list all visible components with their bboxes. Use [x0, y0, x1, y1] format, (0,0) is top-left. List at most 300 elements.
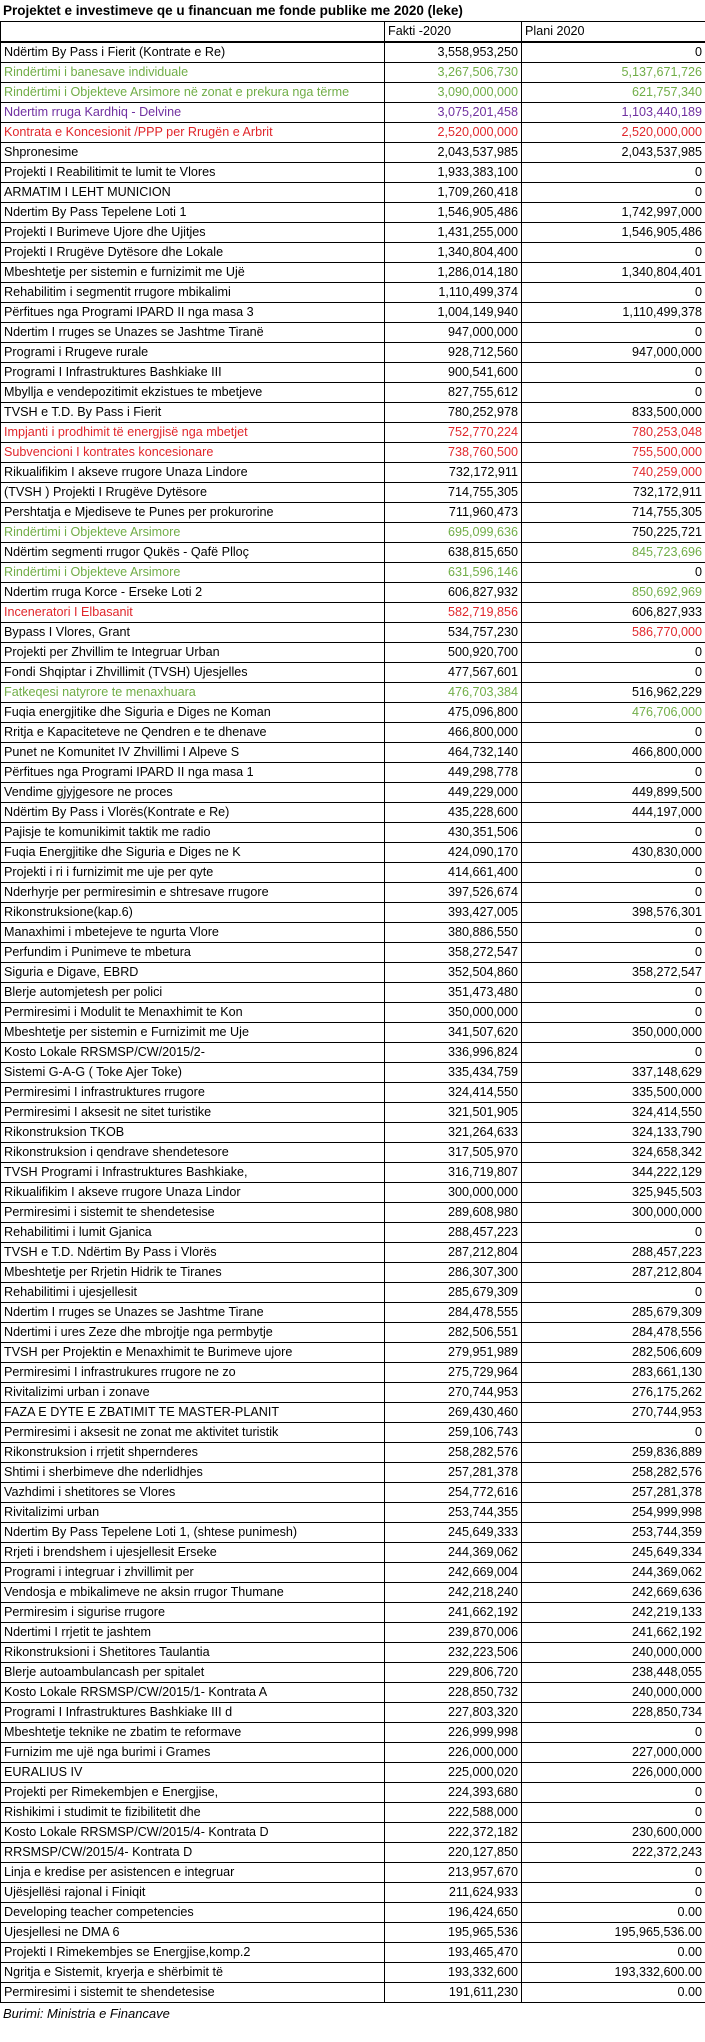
table-row — [1, 823, 705, 843]
fakti-value-cell: 193,465,470 — [385, 1943, 522, 1963]
fakti-value-cell: 195,965,536 — [385, 1923, 522, 1943]
table-row — [1, 1263, 705, 1283]
project-name-cell: Rikonstruksion TKOB — [1, 1123, 385, 1143]
table-row — [1, 563, 705, 583]
table-row — [1, 1903, 705, 1923]
project-name-cell: (TVSH ) Projekti I Rrugëve Dytësore — [1, 483, 385, 503]
plani-value-cell: 0 — [522, 663, 705, 683]
project-name-cell: Mbeshtetje teknike ne zbatim te reformave — [1, 1723, 385, 1743]
table-row — [1, 623, 705, 643]
fakti-value-cell: 220,127,850 — [385, 1843, 522, 1863]
project-name-cell: Rikualifikim I akseve rrugore Unaza Lindor — [1, 1183, 385, 1203]
table-row — [1, 103, 705, 123]
fakti-value-cell: 229,806,720 — [385, 1663, 522, 1683]
fakti-value-cell: 270,744,953 — [385, 1383, 522, 1403]
table-row — [1, 703, 705, 723]
plani-value-cell: 227,000,000 — [522, 1743, 705, 1763]
plani-value-cell: 254,999,998 — [522, 1503, 705, 1523]
project-name-cell: Rikualifikim I akseve rrugore Unaza Lindore — [1, 463, 385, 483]
fakti-value-cell: 1,004,149,940 — [385, 303, 522, 323]
plani-value-cell: 0 — [522, 163, 705, 183]
plani-value-cell: 0 — [522, 183, 705, 203]
table-row — [1, 1463, 705, 1483]
fakti-value-cell: 317,505,970 — [385, 1143, 522, 1163]
project-name-cell: Rehabilitimi i lumit Gjanica — [1, 1223, 385, 1243]
fakti-value-cell: 316,719,807 — [385, 1163, 522, 1183]
project-name-cell: TVSH e T.D. By Pass i Fierit — [1, 403, 385, 423]
fakti-value-cell: 1,431,255,000 — [385, 223, 522, 243]
table-row — [1, 843, 705, 863]
fakti-value-cell: 351,473,480 — [385, 983, 522, 1003]
project-name-cell: RRSMSP/CW/2015/4- Kontrata D — [1, 1843, 385, 1863]
fakti-value-cell: 245,649,333 — [385, 1523, 522, 1543]
table-row — [1, 243, 705, 263]
project-name-cell: Ndertim By Pass Tepelene Loti 1 — [1, 203, 385, 223]
table-row — [1, 1563, 705, 1583]
header-project — [1, 22, 385, 43]
table-row — [1, 1663, 705, 1683]
table-row — [1, 123, 705, 143]
plani-value-cell: 283,661,130 — [522, 1363, 705, 1383]
plani-value-cell: 324,414,550 — [522, 1103, 705, 1123]
table-row — [1, 1843, 705, 1863]
fakti-value-cell: 3,558,953,250 — [385, 42, 522, 63]
table-row — [1, 183, 705, 203]
table-row — [1, 803, 705, 823]
fakti-value-cell: 321,264,633 — [385, 1123, 522, 1143]
table-row — [1, 323, 705, 343]
plani-value-cell: 195,965,536.00 — [522, 1923, 705, 1943]
project-name-cell: Mbyllja e vendepozitimit ekzistues te mbetjeve — [1, 383, 385, 403]
table-row — [1, 83, 705, 103]
plani-value-cell: 833,500,000 — [522, 403, 705, 423]
project-name-cell: Shtimi i sherbimeve dhe nderlidhjes — [1, 1463, 385, 1483]
fakti-value-cell: 449,229,000 — [385, 783, 522, 803]
fakti-value-cell: 1,110,499,374 — [385, 283, 522, 303]
fakti-value-cell: 196,424,650 — [385, 1903, 522, 1923]
table-row — [1, 1303, 705, 1323]
plani-value-cell: 257,281,378 — [522, 1483, 705, 1503]
plani-value-cell: 287,212,804 — [522, 1263, 705, 1283]
project-name-cell: Fondi Shqiptar i Zhvillimit (TVSH) Ujesjelles — [1, 663, 385, 683]
plani-value-cell: 270,744,953 — [522, 1403, 705, 1423]
project-name-cell: Fuqia energjitike dhe Siguria e Diges ne Koman — [1, 703, 385, 723]
table-row — [1, 783, 705, 803]
plani-value-cell: 324,658,342 — [522, 1143, 705, 1163]
fakti-value-cell: 241,662,192 — [385, 1603, 522, 1623]
project-name-cell: TVSH Programi i Infrastruktures Bashkiake, — [1, 1163, 385, 1183]
project-name-cell: Rindërtimi i Objekteve Arsimore — [1, 563, 385, 583]
project-name-cell: TVSH e T.D. Ndërtim By Pass i Vlorës — [1, 1243, 385, 1263]
plani-value-cell: 430,830,000 — [522, 843, 705, 863]
plani-value-cell: 335,500,000 — [522, 1083, 705, 1103]
project-name-cell: Pershtatja e Mjediseve te Punes per prokurorine — [1, 503, 385, 523]
project-name-cell: Mbeshtetje per sistemin e furnizimit me Ujë — [1, 263, 385, 283]
table-row — [1, 1243, 705, 1263]
plani-value-cell: 0 — [522, 1283, 705, 1303]
plani-value-cell: 258,282,576 — [522, 1463, 705, 1483]
plani-value-cell: 780,253,048 — [522, 423, 705, 443]
plani-value-cell: 288,457,223 — [522, 1243, 705, 1263]
plani-value-cell: 245,649,334 — [522, 1543, 705, 1563]
table-row — [1, 63, 705, 83]
fakti-value-cell: 714,755,305 — [385, 483, 522, 503]
plani-value-cell: 222,372,243 — [522, 1843, 705, 1863]
plani-value-cell: 586,770,000 — [522, 623, 705, 643]
table-row — [1, 763, 705, 783]
plani-value-cell: 300,000,000 — [522, 1203, 705, 1223]
plani-value-cell: 350,000,000 — [522, 1023, 705, 1043]
table-row — [1, 743, 705, 763]
plani-value-cell: 755,500,000 — [522, 443, 705, 463]
project-name-cell: Siguria e Digave, EBRD — [1, 963, 385, 983]
plani-value-cell: 242,669,636 — [522, 1583, 705, 1603]
table-body — [1, 42, 705, 2003]
plani-value-cell: 0 — [522, 823, 705, 843]
project-name-cell: Projekti I Rrugëve Dytësore dhe Lokale — [1, 243, 385, 263]
header-fakti: Fakti -2020 — [385, 22, 522, 43]
fakti-value-cell: 738,760,500 — [385, 443, 522, 463]
project-name-cell: Permiresim i sigurise rrugore — [1, 1603, 385, 1623]
fakti-value-cell: 258,282,576 — [385, 1443, 522, 1463]
project-name-cell: Mbeshtetje per sistemin e Furnizimit me Uje — [1, 1023, 385, 1043]
fakti-value-cell: 341,507,620 — [385, 1023, 522, 1043]
project-name-cell: Projekti I Rimekembjes se Energjise,komp.2 — [1, 1943, 385, 1963]
plani-value-cell: 240,000,000 — [522, 1683, 705, 1703]
fakti-value-cell: 477,567,601 — [385, 663, 522, 683]
table-row — [1, 1583, 705, 1603]
table-row — [1, 1623, 705, 1643]
table-row — [1, 1963, 705, 1983]
project-name-cell: Rikonstruksion i rrjetit shpernderes — [1, 1443, 385, 1463]
project-name-cell: Bypass I Vlores, Grant — [1, 623, 385, 643]
fakti-value-cell: 1,286,014,180 — [385, 263, 522, 283]
fakti-value-cell: 287,212,804 — [385, 1243, 522, 1263]
plani-value-cell: 850,692,969 — [522, 583, 705, 603]
table-row — [1, 503, 705, 523]
table-row — [1, 1603, 705, 1623]
plani-value-cell: 358,272,547 — [522, 963, 705, 983]
project-name-cell: Vazhdimi i shetitores se Vlores — [1, 1483, 385, 1503]
table-title: Projektet e investimeve qe u financuan me fonde publike me 2020 (leke) — [3, 3, 463, 18]
plani-value-cell: 750,225,721 — [522, 523, 705, 543]
plani-value-cell: 0 — [522, 1423, 705, 1443]
plani-value-cell: 2,520,000,000 — [522, 123, 705, 143]
table-row — [1, 943, 705, 963]
project-name-cell: Përfitues nga Programi IPARD II nga masa 3 — [1, 303, 385, 323]
project-name-cell: ARMATIM I LEHT MUNICION — [1, 183, 385, 203]
fakti-value-cell: 500,920,700 — [385, 643, 522, 663]
fakti-value-cell: 227,803,320 — [385, 1703, 522, 1723]
table-row — [1, 1183, 705, 1203]
fakti-value-cell: 279,951,989 — [385, 1343, 522, 1363]
table-row — [1, 1783, 705, 1803]
project-name-cell: Ndërtim segmenti rrugor Qukës - Qafë Plloç — [1, 543, 385, 563]
plani-value-cell: 449,899,500 — [522, 783, 705, 803]
table-row — [1, 1643, 705, 1663]
fakti-value-cell: 222,372,182 — [385, 1823, 522, 1843]
source-note: Burimi: Ministria e Financave — [3, 2006, 170, 2021]
plani-value-cell: 230,600,000 — [522, 1823, 705, 1843]
project-name-cell: Ndertim I rruges se Unazes se Jashtme Tiranë — [1, 323, 385, 343]
table-row — [1, 42, 705, 63]
project-name-cell: Projekti I Reabilitimit te lumit te Vlores — [1, 163, 385, 183]
project-name-cell: Ndertimi i ures Zeze dhe mbrojtje nga permbytje — [1, 1323, 385, 1343]
project-name-cell: Rehabilitimi i ujesjellesit — [1, 1283, 385, 1303]
table-row — [1, 423, 705, 443]
table-row — [1, 1103, 705, 1123]
table-row — [1, 643, 705, 663]
plani-value-cell: 0 — [522, 1003, 705, 1023]
table-row — [1, 1343, 705, 1363]
fakti-value-cell: 239,870,006 — [385, 1623, 522, 1643]
project-name-cell: Permiresimi I infrastruktures rrugore — [1, 1083, 385, 1103]
fakti-value-cell: 225,000,020 — [385, 1763, 522, 1783]
fakti-value-cell: 466,800,000 — [385, 723, 522, 743]
plani-value-cell: 324,133,790 — [522, 1123, 705, 1143]
table-row — [1, 1403, 705, 1423]
plani-value-cell: 0 — [522, 983, 705, 1003]
project-name-cell: Rivitalizimi urban — [1, 1503, 385, 1523]
plani-value-cell: 1,340,804,401 — [522, 263, 705, 283]
table-row — [1, 1003, 705, 1023]
project-name-cell: Subvencioni I kontrates koncesionare — [1, 443, 385, 463]
fakti-value-cell: 2,520,000,000 — [385, 123, 522, 143]
plani-value-cell: 325,945,503 — [522, 1183, 705, 1203]
plani-value-cell: 714,755,305 — [522, 503, 705, 523]
table-row — [1, 163, 705, 183]
fakti-value-cell: 335,434,759 — [385, 1063, 522, 1083]
fakti-value-cell: 358,272,547 — [385, 943, 522, 963]
table-row — [1, 1363, 705, 1383]
fakti-value-cell: 414,661,400 — [385, 863, 522, 883]
table-row — [1, 1703, 705, 1723]
project-name-cell: Fuqia Energjitike dhe Siguria e Diges ne K — [1, 843, 385, 863]
project-name-cell: Permiresimi i sistemit te shendetesise — [1, 1983, 385, 2003]
plani-value-cell: 1,546,905,486 — [522, 223, 705, 243]
table-row — [1, 443, 705, 463]
plani-value-cell: 193,332,600.00 — [522, 1963, 705, 1983]
fakti-value-cell: 244,369,062 — [385, 1543, 522, 1563]
fakti-value-cell: 424,090,170 — [385, 843, 522, 863]
plani-value-cell: 444,197,000 — [522, 803, 705, 823]
table-row — [1, 1123, 705, 1143]
table-row — [1, 1063, 705, 1083]
table-row — [1, 143, 705, 163]
fakti-value-cell: 253,744,355 — [385, 1503, 522, 1523]
table-row — [1, 1683, 705, 1703]
fakti-value-cell: 695,099,636 — [385, 523, 522, 543]
plani-value-cell: 282,506,609 — [522, 1343, 705, 1363]
project-name-cell: Permiresimi I aksesit ne sitet turistike — [1, 1103, 385, 1123]
table-row — [1, 1143, 705, 1163]
fakti-value-cell: 352,504,860 — [385, 963, 522, 983]
fakti-value-cell: 228,850,732 — [385, 1683, 522, 1703]
table-row — [1, 1443, 705, 1463]
investment-table — [0, 21, 705, 2003]
table-row — [1, 1983, 705, 2003]
plani-value-cell: 947,000,000 — [522, 343, 705, 363]
plani-value-cell: 0 — [522, 42, 705, 63]
plani-value-cell: 1,742,997,000 — [522, 203, 705, 223]
plani-value-cell: 5,137,671,726 — [522, 63, 705, 83]
plani-value-cell: 0 — [522, 1043, 705, 1063]
plani-value-cell: 241,662,192 — [522, 1623, 705, 1643]
table-row — [1, 1823, 705, 1843]
project-name-cell: Kosto Lokale RRSMSP/CW/2015/1- Kontrata A — [1, 1683, 385, 1703]
project-name-cell: Projekti per Zhvillim te Integruar Urban — [1, 643, 385, 663]
project-name-cell: Permiresimi i Modulit te Menaxhimit te Kon — [1, 1003, 385, 1023]
plani-value-cell: 845,723,696 — [522, 543, 705, 563]
table-row — [1, 663, 705, 683]
fakti-value-cell: 449,298,778 — [385, 763, 522, 783]
fakti-value-cell: 3,075,201,458 — [385, 103, 522, 123]
project-name-cell: Ngritja e Sistemit, kryerja e shërbimit të — [1, 1963, 385, 1983]
fakti-value-cell: 211,624,933 — [385, 1883, 522, 1903]
fakti-value-cell: 193,332,600 — [385, 1963, 522, 1983]
table-row — [1, 1043, 705, 1063]
table-row — [1, 1023, 705, 1043]
table-row — [1, 1763, 705, 1783]
project-name-cell: Furnizim me ujë nga burimi i Grames — [1, 1743, 385, 1763]
plani-value-cell: 284,478,556 — [522, 1323, 705, 1343]
table-row — [1, 543, 705, 563]
plani-value-cell: 2,043,537,985 — [522, 143, 705, 163]
project-name-cell: Manaxhimi i mbetejeve te ngurta Vlore — [1, 923, 385, 943]
table-row — [1, 603, 705, 623]
plani-value-cell: 398,576,301 — [522, 903, 705, 923]
plani-value-cell: 0 — [522, 883, 705, 903]
project-name-cell: Ujësjellësi rajonal i Finiqit — [1, 1883, 385, 1903]
project-name-cell: Ujesjellesi ne DMA 6 — [1, 1923, 385, 1943]
fakti-value-cell: 213,957,670 — [385, 1863, 522, 1883]
plani-value-cell: 242,219,133 — [522, 1603, 705, 1623]
project-name-cell: Blerje autoambulancash per spitalet — [1, 1663, 385, 1683]
table-row — [1, 483, 705, 503]
table-row — [1, 1923, 705, 1943]
plani-value-cell: 0 — [522, 943, 705, 963]
plani-value-cell: 0 — [522, 723, 705, 743]
project-name-cell: Rehabilitim i segmentit rrugore mbikalimi — [1, 283, 385, 303]
plani-value-cell: 0 — [522, 563, 705, 583]
fakti-value-cell: 606,827,932 — [385, 583, 522, 603]
table-row — [1, 403, 705, 423]
table-row — [1, 1423, 705, 1443]
project-name-cell: Kosto Lokale RRSMSP/CW/2015/4- Kontrata D — [1, 1823, 385, 1843]
table-row — [1, 683, 705, 703]
project-name-cell: Nderhyrje per permiresimin e shtresave rrugore — [1, 883, 385, 903]
fakti-value-cell: 393,427,005 — [385, 903, 522, 923]
table-row — [1, 283, 705, 303]
project-name-cell: Rishikimi i studimit te fizibilitetit dhe — [1, 1803, 385, 1823]
project-name-cell: Inceneratori I Elbasanit — [1, 603, 385, 623]
fakti-value-cell: 226,999,998 — [385, 1723, 522, 1743]
project-name-cell: Ndertimi I rrjetit te jashtem — [1, 1623, 385, 1643]
project-name-cell: Ndertim rruga Kardhiq - Delvine — [1, 103, 385, 123]
fakti-value-cell: 1,546,905,486 — [385, 203, 522, 223]
plani-value-cell: 0.00 — [522, 1983, 705, 2003]
project-name-cell: Punet ne Komunitet IV Zhvillimi I Alpeve S — [1, 743, 385, 763]
table-row — [1, 363, 705, 383]
fakti-value-cell: 534,757,230 — [385, 623, 522, 643]
fakti-value-cell: 780,252,978 — [385, 403, 522, 423]
plani-value-cell: 226,000,000 — [522, 1763, 705, 1783]
plani-value-cell: 253,744,359 — [522, 1523, 705, 1543]
fakti-value-cell: 226,000,000 — [385, 1743, 522, 1763]
project-name-cell: Ndertim rruga Korce - Erseke Loti 2 — [1, 583, 385, 603]
fakti-value-cell: 947,000,000 — [385, 323, 522, 343]
table-row — [1, 463, 705, 483]
project-name-cell: Programi I Infrastruktures Bashkiake III — [1, 363, 385, 383]
fakti-value-cell: 631,596,146 — [385, 563, 522, 583]
project-name-cell: Rindërtimi i Objekteve Arsimore në zonat e prekura nga tërme — [1, 83, 385, 103]
fakti-value-cell: 232,223,506 — [385, 1643, 522, 1663]
table-row — [1, 983, 705, 1003]
plani-value-cell: 732,172,911 — [522, 483, 705, 503]
project-name-cell: Permiresimi i aksesit ne zonat me aktivitet turistik — [1, 1423, 385, 1443]
fakti-value-cell: 380,886,550 — [385, 923, 522, 943]
plani-value-cell: 0 — [522, 1883, 705, 1903]
fakti-value-cell: 476,703,384 — [385, 683, 522, 703]
table-row — [1, 1283, 705, 1303]
project-name-cell: Shpronesime — [1, 143, 385, 163]
project-name-cell: TVSH per Projektin e Menaxhimit te Burimeve ujore — [1, 1343, 385, 1363]
project-name-cell: Kosto Lokale RRSMSP/CW/2015/2- — [1, 1043, 385, 1063]
table-row — [1, 923, 705, 943]
project-name-cell: Blerje automjetesh per polici — [1, 983, 385, 1003]
table-row — [1, 343, 705, 363]
fakti-value-cell: 827,755,612 — [385, 383, 522, 403]
plani-value-cell: 238,448,055 — [522, 1663, 705, 1683]
plani-value-cell: 228,850,734 — [522, 1703, 705, 1723]
project-name-cell: Programi I Infrastruktures Bashkiake III d — [1, 1703, 385, 1723]
table-row — [1, 883, 705, 903]
project-name-cell: Mbeshtetje per Rrjetin Hidrik te Tiranes — [1, 1263, 385, 1283]
project-name-cell: Perfundim i Punimeve te mbetura — [1, 943, 385, 963]
table-row — [1, 863, 705, 883]
table-row — [1, 583, 705, 603]
table-row — [1, 1503, 705, 1523]
table-row — [1, 223, 705, 243]
project-name-cell: Rritja e Kapaciteteve ne Qendren e te dhenave — [1, 723, 385, 743]
project-name-cell: Projekti per Rimekembjen e Energjise, — [1, 1783, 385, 1803]
project-name-cell: Impjanti i prodhimit të energjisë nga mbetjet — [1, 423, 385, 443]
plani-value-cell: 0 — [522, 763, 705, 783]
plani-value-cell: 244,369,062 — [522, 1563, 705, 1583]
fakti-value-cell: 286,307,300 — [385, 1263, 522, 1283]
plani-value-cell: 259,836,889 — [522, 1443, 705, 1463]
plani-value-cell: 0 — [522, 923, 705, 943]
project-name-cell: Ndertim I rruges se Unazes se Jashtme Tirane — [1, 1303, 385, 1323]
project-name-cell: Linja e kredise per asistencen e integruar — [1, 1863, 385, 1883]
plani-value-cell: 0.00 — [522, 1903, 705, 1923]
project-name-cell: Përfitues nga Programi IPARD II nga masa 1 — [1, 763, 385, 783]
plani-value-cell: 1,103,440,189 — [522, 103, 705, 123]
project-name-cell: Rivitalizimi urban i zonave — [1, 1383, 385, 1403]
fakti-value-cell: 1,933,383,100 — [385, 163, 522, 183]
project-name-cell: Projekti I Burimeve Ujore dhe Ujitjes — [1, 223, 385, 243]
plani-value-cell: 516,962,229 — [522, 683, 705, 703]
fakti-value-cell: 3,090,000,000 — [385, 83, 522, 103]
fakti-value-cell: 321,501,905 — [385, 1103, 522, 1123]
project-name-cell: Rrjeti i brendshem i ujesjellesit Erseke — [1, 1543, 385, 1563]
project-name-cell: Projekti i ri i furnizimit me uje per qyte — [1, 863, 385, 883]
fakti-value-cell: 900,541,600 — [385, 363, 522, 383]
fakti-value-cell: 254,772,616 — [385, 1483, 522, 1503]
project-name-cell: Rikonstruksioni i Shetitores Taulantia — [1, 1643, 385, 1663]
project-name-cell: Vendosja e mbikalimeve ne aksin rrugor Thumane — [1, 1583, 385, 1603]
project-name-cell: Rikonstruksion i qendrave shendetesore — [1, 1143, 385, 1163]
